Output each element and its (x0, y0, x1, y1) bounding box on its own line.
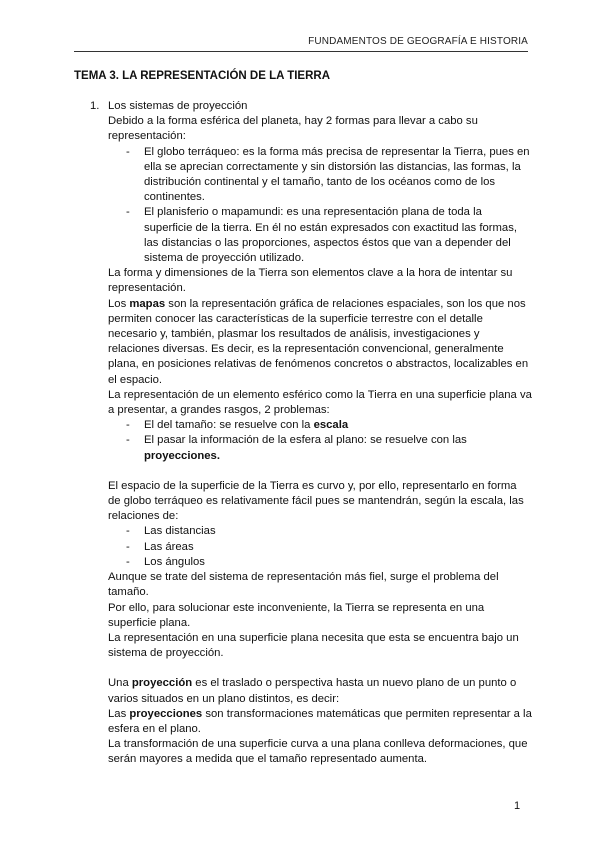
dash-marker: - (126, 419, 130, 432)
paragraph-8: La representación en una superficie plana necesita que esta se encuentra bajo un sistema de proyección. (108, 631, 519, 660)
paragraph-7: Por ello, para solucionar este inconveniente, la Tierra se representa en una superficie plana. (108, 601, 485, 629)
list-item (108, 524, 532, 539)
paragraph-10 (74, 707, 532, 737)
bold-term-escala: escala (313, 419, 349, 432)
page-number: 1 (514, 800, 521, 812)
text-run: son transformaciones matemáticas que permiten representar a la esfera en el plano. (108, 707, 532, 735)
representation-forms-list (74, 145, 532, 267)
text-run: es el traslado o perspectiva hasta un nuevo plano de un punto o varios situados en un plano distintos, es decir: (108, 677, 517, 705)
paragraph-2: La forma y dimensiones de la Tierra son elementos clave a la hora de intentar su representación. (108, 267, 513, 295)
paragraph-9 (74, 676, 532, 706)
list-item (108, 433, 532, 463)
list-item-text: El del tamaño: se resuelve con la (144, 419, 314, 432)
bold-term-proyecciones: proyecciones. (144, 449, 220, 462)
list-item-text: El globo terráqueo: es la forma más precisa de representar la Tierra, pues en ella se aprecian correctamente y sin distorsión las distancias, las formas, la distribución continental y el tamaño, tanto de los océanos como de los continentes. (144, 145, 530, 204)
header-rule (74, 51, 528, 52)
dash-marker: - (126, 540, 130, 553)
dash-marker: - (126, 145, 130, 158)
dash-marker: - (126, 206, 130, 219)
dash-marker: - (126, 525, 130, 538)
text-run: Una (108, 677, 132, 690)
list-item-text: Los ángulos (144, 555, 205, 568)
list-item-text: El planisferio o mapamundi: es una representación plana de toda la superficie de la tierra. En él no están expresados con exactitud las formas, las distancias o las proporciones, aspectos éstos que van a depender del sistema de proyección utilizado. (144, 206, 517, 265)
running-header: FUNDAMENTOS DE GEOGRAFÍA E HISTORIA (308, 36, 528, 47)
document-title: TEMA 3. LA REPRESENTACIÓN DE LA TIERRA (74, 70, 330, 82)
dash-marker: - (126, 555, 130, 568)
list-item (108, 418, 532, 433)
spacer (74, 464, 532, 479)
bold-term-mapas: mapas (129, 297, 166, 310)
spacer (74, 661, 532, 676)
list-item-text: Las distancias (144, 525, 216, 538)
bold-term-proyeccion: proyección (131, 677, 193, 690)
list-item (108, 145, 532, 206)
list-item-text: El pasar la información de la esfera al plano: se resuelve con las (144, 434, 467, 447)
section-heading-text: Los sistemas de proyección (108, 100, 248, 112)
list-item (108, 540, 532, 555)
list-item-text: Las áreas (144, 540, 194, 553)
document-body (74, 99, 532, 768)
list-item (108, 555, 532, 570)
text-run: son la representación gráfica de relaciones espaciales, son los que nos permiten conocer las características de la superficie terrestre con el detalle necesario y, también, plasmar los resultados de análisis, investigaciones y relaciones diversas. Es decir, es la representación convencional, generalmente plana, en posiciones relativas de fenómenos concretos o abstractos, localizables en el espacio. (108, 297, 529, 386)
paragraph-6: Aunque se trate del sistema de representación más fiel, surge el problema del tamaño. (108, 571, 499, 599)
paragraph-11: La transformación de una superficie curva a una plana conlleva deformaciones, que serán mayores a medida que el tamaño representado aumenta. (108, 738, 528, 766)
section-heading (74, 99, 532, 114)
paragraph-4: La representación de un elemento esférico como la Tierra en una superficie plana va a presentar, a grandes rasgos, 2 problemas: (108, 388, 532, 417)
paragraph-1: Debido a la forma esférica del planeta, hay 2 formas para llevar a cabo su representación: (108, 115, 478, 143)
text-run: Las (108, 707, 130, 720)
bold-term-proyecciones: proyecciones (129, 707, 203, 720)
dash-marker: - (126, 434, 130, 447)
problems-list (74, 418, 532, 464)
list-item (108, 205, 532, 266)
paragraph-5: El espacio de la superficie de la Tierra es curvo y, por ello, representarlo en forma de globo terráqueo es relativamente fácil pues se mantendrán, según la escala, las relaciones de: (108, 479, 524, 523)
paragraph-3 (74, 297, 532, 388)
section-number: 1. (90, 100, 100, 112)
relations-list (74, 524, 532, 570)
text-run: Los (108, 297, 130, 310)
